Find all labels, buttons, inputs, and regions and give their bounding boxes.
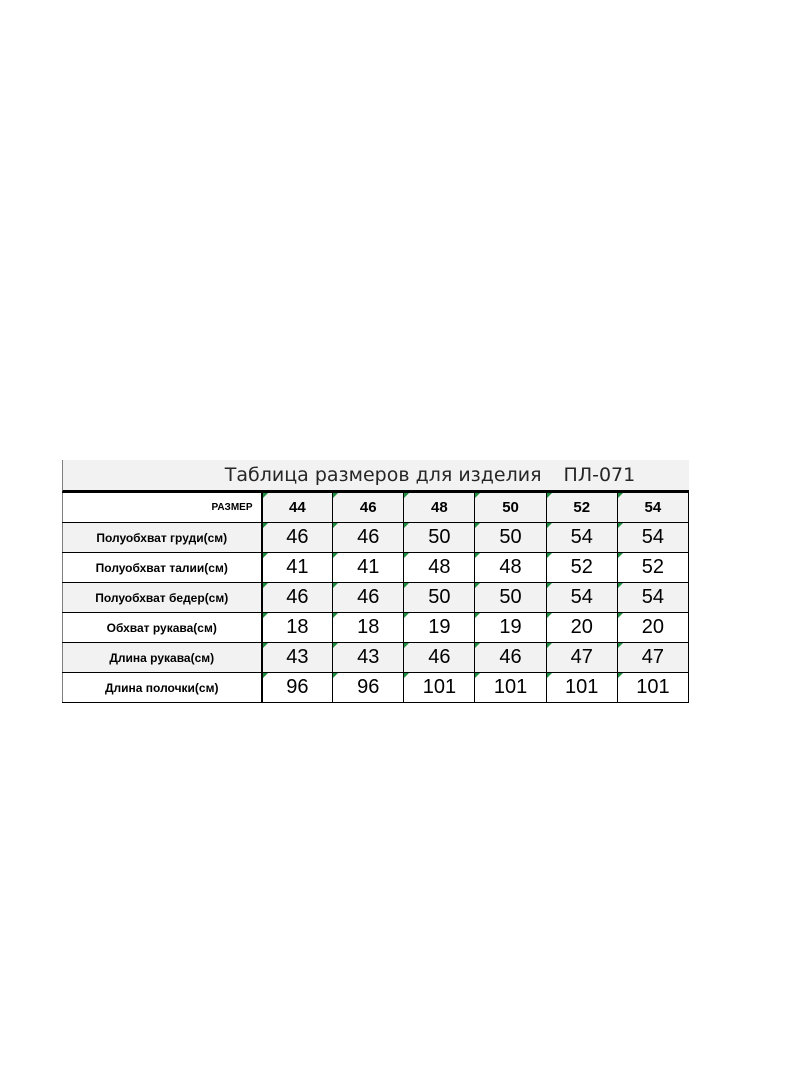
- table-cell: 43: [333, 643, 404, 673]
- size-header-cell: 52: [546, 493, 617, 523]
- size-header-cell: 46: [333, 493, 404, 523]
- table-cell: 41: [262, 553, 333, 583]
- row-label: Полуобхват бедер(см): [63, 583, 262, 613]
- table-cell: 20: [617, 613, 688, 643]
- table-cell: 101: [475, 673, 546, 703]
- table-cell: 101: [404, 673, 475, 703]
- table-cell: 50: [475, 523, 546, 553]
- table-cell: 48: [475, 553, 546, 583]
- table-cell: 19: [475, 613, 546, 643]
- table-cell: 43: [262, 643, 333, 673]
- table-cell: 46: [333, 523, 404, 553]
- table-cell: 46: [404, 643, 475, 673]
- table-cell: 19: [404, 613, 475, 643]
- table-cell: 41: [333, 553, 404, 583]
- table-cell: 46: [262, 583, 333, 613]
- row-label: Длина рукава(см): [63, 643, 262, 673]
- table-row: [63, 523, 689, 553]
- size-table: [62, 492, 689, 703]
- table-cell: 48: [404, 553, 475, 583]
- table-cell: 50: [404, 583, 475, 613]
- table-cell: 46: [262, 523, 333, 553]
- size-header-cell: 44: [262, 493, 333, 523]
- table-row: [63, 553, 689, 583]
- table-cell: 50: [404, 523, 475, 553]
- table-row: [63, 583, 689, 613]
- table-cell: 47: [617, 643, 688, 673]
- table-cell: 47: [546, 643, 617, 673]
- table-cell: 20: [546, 613, 617, 643]
- title-row: [62, 460, 689, 492]
- table-row: [63, 613, 689, 643]
- chart-title: Таблица размеров для изделия: [224, 464, 542, 486]
- table-cell: 18: [333, 613, 404, 643]
- size-header-cell: 50: [475, 493, 546, 523]
- row-label: Полуобхват груди(см): [63, 523, 262, 553]
- table-cell: 54: [546, 523, 617, 553]
- table-cell: 52: [617, 553, 688, 583]
- product-code: ПЛ-071: [563, 464, 636, 486]
- table-row: [63, 643, 689, 673]
- table-cell: 46: [475, 643, 546, 673]
- table-cell: 50: [475, 583, 546, 613]
- table-cell: 54: [546, 583, 617, 613]
- table-cell: 54: [617, 583, 688, 613]
- row-label: Полуобхват талии(см): [63, 553, 262, 583]
- table-cell: 96: [333, 673, 404, 703]
- table-cell: 101: [546, 673, 617, 703]
- row-label: Длина полочки(см): [63, 673, 262, 703]
- table-cell: 18: [262, 613, 333, 643]
- table-cell: 46: [333, 583, 404, 613]
- table-cell: 101: [617, 673, 688, 703]
- size-header-cell: 48: [404, 493, 475, 523]
- row-label: Обхват рукава(см): [63, 613, 262, 643]
- table-cell: 54: [617, 523, 688, 553]
- header-label: РАЗМЕР: [63, 493, 262, 523]
- header-row: [63, 493, 689, 523]
- table-row: [63, 673, 689, 703]
- size-chart: [62, 460, 689, 703]
- size-header-cell: 54: [617, 493, 688, 523]
- table-cell: 96: [262, 673, 333, 703]
- table-cell: 52: [546, 553, 617, 583]
